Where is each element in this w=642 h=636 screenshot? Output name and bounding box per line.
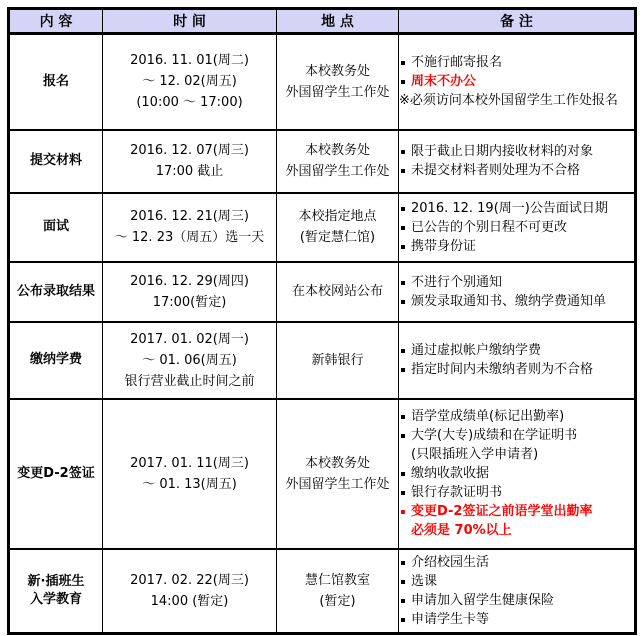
content-line: 提交材料 bbox=[29, 153, 82, 168]
time-cell bbox=[103, 193, 277, 262]
location-line: 外国留学生工作处 bbox=[285, 164, 390, 179]
note-text: 颁发录取通知书、缴纳学费通知单 bbox=[411, 293, 607, 309]
note-text: 不进行个别通知 bbox=[411, 274, 503, 290]
table-row bbox=[9, 322, 636, 399]
note-item bbox=[399, 341, 634, 360]
admission-schedule-table bbox=[7, 7, 637, 635]
location-cell bbox=[277, 549, 399, 634]
header-content: 内 容 bbox=[9, 9, 103, 34]
note-item bbox=[399, 521, 634, 540]
location-line: 外国留学生工作处 bbox=[285, 84, 390, 100]
note-item bbox=[399, 445, 634, 464]
content-line: 变更D-2签证 bbox=[17, 465, 95, 481]
bullet-icon bbox=[401, 510, 405, 514]
content-cell bbox=[9, 262, 103, 322]
note-item bbox=[399, 553, 634, 572]
time-line: 2016. 11. 01(周二) bbox=[130, 53, 249, 69]
note-item bbox=[399, 502, 634, 521]
note-item bbox=[399, 91, 634, 110]
note-item bbox=[399, 161, 634, 180]
table-row bbox=[9, 193, 636, 262]
note-text: 大学(大专)成绩和在学证明书 bbox=[411, 428, 578, 443]
notes-cell bbox=[399, 549, 636, 634]
time-line: 2016. 12. 21(周三) bbox=[130, 209, 249, 224]
table-row bbox=[9, 262, 636, 322]
location-line: 在本校网站公布 bbox=[291, 284, 383, 299]
location-line: (暂定) bbox=[319, 593, 356, 609]
note-text: 限于截止日期内接收材料的对象 bbox=[411, 144, 594, 159]
note-text: ※必须访问本校外国留学生工作处报名 bbox=[399, 93, 618, 109]
note-item bbox=[399, 142, 634, 161]
note-item bbox=[399, 426, 634, 445]
bullet-icon bbox=[401, 599, 405, 603]
content-line: 入学教育 bbox=[29, 591, 82, 607]
bullet-icon bbox=[401, 349, 405, 353]
note-item bbox=[399, 53, 634, 72]
content-cell bbox=[9, 193, 103, 262]
time-line: 银行营业截止时间之前 bbox=[124, 373, 255, 389]
location-line: 本校教务处 bbox=[304, 63, 370, 79]
header-location: 地 点 bbox=[277, 9, 399, 34]
bullet-icon bbox=[401, 169, 405, 173]
bullet-icon bbox=[401, 80, 405, 84]
note-text: 语学堂成绩单(标记出勤率) bbox=[411, 409, 565, 424]
time-line: ～ 12. 02(周五) bbox=[142, 74, 237, 90]
notes-cell bbox=[399, 34, 636, 130]
content-cell bbox=[9, 322, 103, 399]
header-notes: 备 注 bbox=[399, 9, 636, 34]
time-line: 2016. 12. 07(周三) bbox=[130, 143, 249, 158]
content-cell bbox=[9, 130, 103, 193]
bullet-icon bbox=[401, 61, 405, 65]
location-line: 外国留学生工作处 bbox=[285, 476, 390, 492]
note-item bbox=[399, 273, 634, 292]
location-line: 本校教务处 bbox=[304, 455, 370, 471]
location-cell bbox=[277, 34, 399, 130]
time-line: (10:00 ～ 17:00) bbox=[136, 95, 243, 111]
time-line: 2017. 01. 11(周三) bbox=[130, 455, 249, 471]
time-cell bbox=[103, 130, 277, 193]
bullet-icon bbox=[401, 281, 405, 285]
notes-cell bbox=[399, 399, 636, 549]
table-row bbox=[9, 34, 636, 130]
location-cell bbox=[277, 322, 399, 399]
note-text: 缴纳收款收据 bbox=[411, 466, 490, 481]
note-text: 通过虚拟帐户缴纳学费 bbox=[411, 343, 542, 358]
content-line: 缴纳学费 bbox=[29, 352, 82, 367]
content-line: 报名 bbox=[42, 73, 69, 89]
location-line: 新韩银行 bbox=[311, 352, 364, 368]
note-text: 变更D-2签证之前语学堂出勤率 bbox=[411, 504, 593, 519]
content-line: 面试 bbox=[42, 219, 69, 234]
content-line: 公布录取结果 bbox=[16, 283, 95, 299]
header-time: 时 间 bbox=[103, 9, 277, 34]
table-body bbox=[9, 34, 636, 634]
notes-cell bbox=[399, 262, 636, 322]
location-cell bbox=[277, 399, 399, 549]
bullet-icon bbox=[401, 561, 405, 565]
bullet-icon bbox=[401, 207, 405, 211]
time-cell bbox=[103, 262, 277, 322]
time-line: ～ 01. 06(周五) bbox=[142, 352, 237, 368]
location-line: 本校教务处 bbox=[304, 143, 370, 158]
note-item bbox=[399, 610, 634, 629]
table-row bbox=[9, 399, 636, 549]
note-text: 已公告的个别日程不可更改 bbox=[411, 219, 568, 235]
note-item bbox=[399, 237, 634, 256]
location-cell bbox=[277, 193, 399, 262]
bullet-icon bbox=[401, 491, 405, 495]
bullet-icon bbox=[401, 150, 405, 154]
time-line: 2017. 01. 02(周一) bbox=[130, 331, 249, 347]
note-text: 申请加入留学生健康保险 bbox=[411, 592, 555, 608]
bullet-icon bbox=[401, 226, 405, 230]
location-line: 本校指定地点 bbox=[298, 209, 377, 224]
time-cell bbox=[103, 322, 277, 399]
content-line: 新·插班生 bbox=[27, 573, 85, 589]
time-line: 17:00 截止 bbox=[155, 164, 224, 179]
notes-cell bbox=[399, 322, 636, 399]
note-text: 介绍校园生活 bbox=[411, 554, 490, 570]
note-item bbox=[399, 464, 634, 483]
bullet-icon bbox=[401, 245, 405, 249]
bullet-icon bbox=[401, 415, 405, 419]
note-item bbox=[399, 483, 634, 502]
time-cell bbox=[103, 549, 277, 634]
note-text: 周末不办公 bbox=[411, 74, 477, 90]
note-item bbox=[399, 572, 634, 591]
content-cell bbox=[9, 549, 103, 634]
time-cell bbox=[103, 34, 277, 130]
bullet-icon bbox=[401, 434, 405, 438]
bullet-icon bbox=[401, 580, 405, 584]
note-item bbox=[399, 407, 634, 426]
note-item bbox=[399, 199, 634, 218]
note-text: 选课 bbox=[411, 573, 438, 589]
note-item bbox=[399, 72, 634, 91]
note-text: 申请学生卡等 bbox=[411, 611, 490, 627]
table-row bbox=[9, 549, 636, 634]
table-row bbox=[9, 130, 636, 193]
time-line: 2016. 12. 29(周四) bbox=[130, 273, 249, 289]
note-item bbox=[399, 591, 634, 610]
table-header-row bbox=[9, 9, 636, 34]
note-item bbox=[399, 218, 634, 237]
location-cell bbox=[277, 262, 399, 322]
location-line: (暂定慧仁馆) bbox=[299, 230, 376, 245]
note-item bbox=[399, 360, 634, 379]
time-line: 2017. 02. 22(周三) bbox=[130, 572, 249, 588]
location-cell bbox=[277, 130, 399, 193]
note-item bbox=[399, 292, 634, 311]
time-line: 17:00(暂定) bbox=[152, 294, 227, 310]
bullet-icon bbox=[401, 368, 405, 372]
note-text: 必须是 70%以上 bbox=[411, 523, 512, 538]
bullet-icon bbox=[401, 618, 405, 622]
note-text: 不施行邮寄报名 bbox=[411, 55, 503, 71]
note-text: 指定时间内未缴纳者则为不合格 bbox=[411, 362, 594, 377]
bullet-icon bbox=[401, 472, 405, 476]
note-text: 未提交材料者则处理为不合格 bbox=[411, 163, 581, 178]
time-cell bbox=[103, 399, 277, 549]
time-line: ～ 01. 13(周五) bbox=[142, 476, 237, 492]
note-text: (只限插班入学申请者) bbox=[411, 447, 539, 462]
notes-cell bbox=[399, 130, 636, 193]
time-line: 14:00 (暂定) bbox=[150, 593, 229, 609]
location-line: 慧仁馆教室 bbox=[304, 572, 370, 588]
content-cell bbox=[9, 34, 103, 130]
note-text: 携带身份证 bbox=[411, 238, 477, 254]
time-line: ～ 12. 23（周五）选一天 bbox=[114, 230, 265, 245]
bullet-icon bbox=[401, 300, 405, 304]
note-text: 2016. 12. 19(周一)公告面试日期 bbox=[411, 200, 608, 216]
notes-cell bbox=[399, 193, 636, 262]
note-text: 银行存款证明书 bbox=[411, 485, 503, 500]
content-cell bbox=[9, 399, 103, 549]
